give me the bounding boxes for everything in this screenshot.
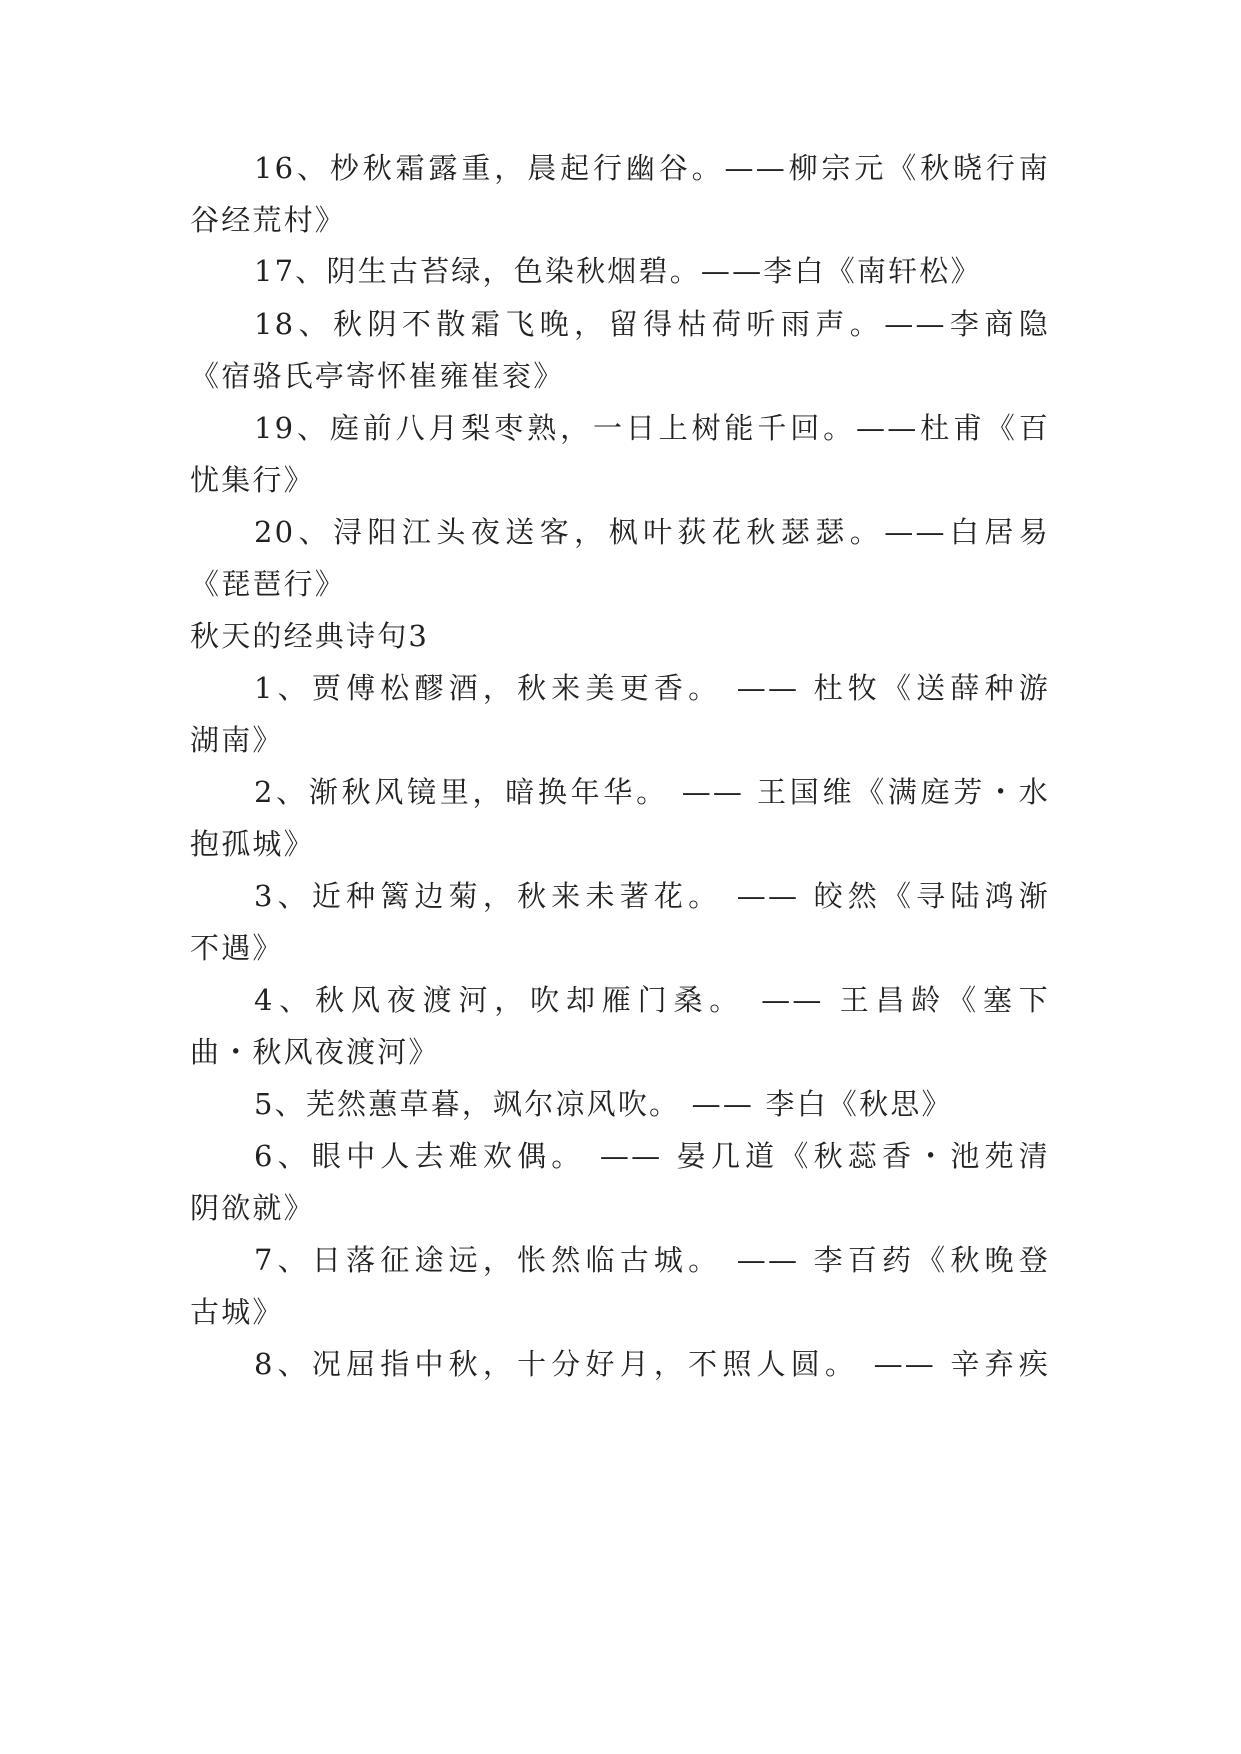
poem-line: 2、渐秋风镜里，暗换年华。 —— 王国维《满庭芳・水 xyxy=(254,775,1050,809)
poem-line: 《琵琶行》 xyxy=(190,567,347,601)
poem-line: 抱孤城》 xyxy=(190,827,315,861)
section-heading: 秋天的经典诗句3 xyxy=(190,619,430,653)
poem-line: 16、杪秋霜露重，晨起行幽谷。——柳宗元《秋晓行南 xyxy=(254,151,1050,185)
poem-line: 7、日落征途远，怅然临古城。 —— 李百药《秋晚登 xyxy=(254,1243,1050,1277)
poem-line: 谷经荒村》 xyxy=(190,203,347,237)
poem-line: 曲・秋风夜渡河》 xyxy=(190,1035,440,1069)
poem-line: 20、浔阳江头夜送客，枫叶荻花秋瑟瑟。——白居易 xyxy=(254,515,1050,549)
poem-line: 17、阴生古苔绿，色染秋烟碧。——李白《南轩松》 xyxy=(254,254,982,288)
poem-line: 8、况屈指中秋，十分好月，不照人圆。 —— 辛弃疾 xyxy=(254,1347,1050,1381)
poem-line: 忧集行》 xyxy=(190,463,315,497)
poem-line: 5、芜然蕙草暮，飒尔凉风吹。 —— 李白《秋思》 xyxy=(254,1087,953,1121)
poem-line: 18、秋阴不散霜飞晚，留得枯荷听雨声。——李商隐 xyxy=(254,307,1050,341)
poem-line: 6、眼中人去难欢偶。 —— 晏几道《秋蕊香・池苑清 xyxy=(254,1139,1050,1173)
poem-line: 4、秋风夜渡河，吹却雁门桑。 —— 王昌龄《塞下 xyxy=(254,983,1050,1017)
poem-line: 1、贾傅松醪酒，秋来美更香。 —— 杜牧《送薛种游 xyxy=(254,671,1050,705)
poem-line: 《宿骆氏亭寄怀崔雍崔衮》 xyxy=(190,359,565,393)
poem-line: 不遇》 xyxy=(190,931,284,965)
poem-line: 3、近种篱边菊，秋来未著花。 —— 皎然《寻陆鸿渐 xyxy=(254,879,1050,913)
poem-line: 阴欲就》 xyxy=(190,1191,315,1225)
poem-line: 古城》 xyxy=(190,1295,284,1329)
poem-line: 湖南》 xyxy=(190,723,284,757)
poem-line: 19、庭前八月梨枣熟，一日上树能千回。——杜甫《百 xyxy=(254,411,1050,445)
